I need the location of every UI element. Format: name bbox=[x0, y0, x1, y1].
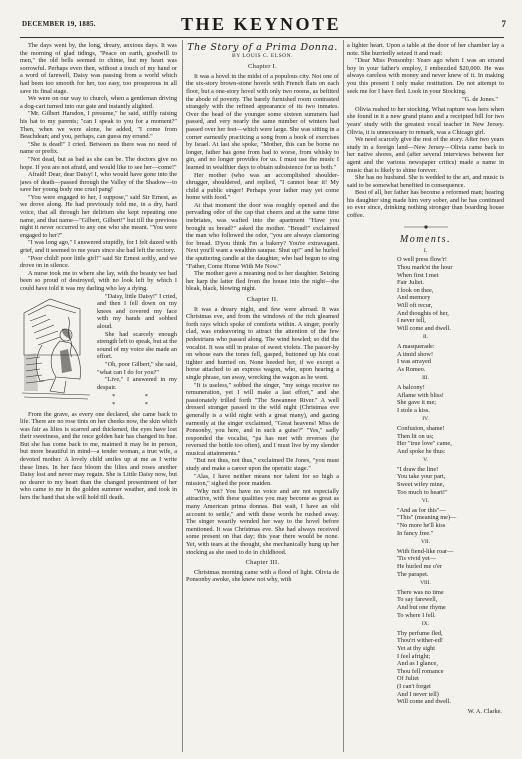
stanza bbox=[347, 466, 504, 496]
verse-line: I was arrayed bbox=[397, 358, 431, 366]
column-divider bbox=[182, 40, 183, 752]
verse-line: In fancy free." bbox=[397, 529, 434, 537]
paragraph: "Alas, I have neither means nor talent for so high a mission," sighed the poor maiden. bbox=[186, 472, 339, 488]
paragraph: Her mother (who was an accomplished shoulder-shrugger, shouldered, and replied, "I cannot bear it! My child a public singer! Perhaps your father may yet come home with food." bbox=[186, 171, 339, 202]
stanza-number: V. bbox=[423, 457, 428, 464]
poem-title: Moments. bbox=[399, 234, 452, 246]
paragraph: She had scarcely enough strength left to speak, but at the sound of my voice she made an effort. bbox=[97, 330, 177, 361]
paragraph: At that moment the door was roughly opened and the pervading odor of the cap that cheers and at the same time inebriates, was wafted into the apartment "Have you brought us bread?" asked the mother. "Bread!" exclaimed the man who followed the odor, "you are always clamoring for bread. D'you think I'm a bakery? You're extravagant. Next you'll want a wealthin sauque. Shut up!" and he hurled the sputtering candle at the daughter, who had begun to sing "Father, Come Home With Me Now." bbox=[186, 201, 339, 270]
letter-text: "Dear Miss Ponsonby: Years ago when I was an errand boy in your father's employ, I embezzled $20,000. He was always careless with money and never knew of it. In making you this present I only make restitution. Do not attempt to seek me for I have fled. Look in your Stocking. bbox=[347, 57, 504, 95]
verse-line: Will oft recur, bbox=[397, 302, 433, 309]
column-divider bbox=[343, 40, 344, 752]
paragraph: "I was long ago," I answered stupidly, for I felt dazed with grief, and it seemed to me years since she had left the rectory. bbox=[20, 239, 177, 255]
verse-line: There was no time bbox=[397, 588, 444, 596]
paragraph: "Live," I answered in my despair. bbox=[97, 376, 177, 391]
verse-line: As Romeo. bbox=[397, 365, 426, 373]
verse-line: Thou'rt wither-ed! bbox=[397, 637, 443, 645]
verse-line: To where I fell. bbox=[397, 611, 436, 619]
stanza-number: II. bbox=[422, 334, 429, 341]
stanza-number: IX. bbox=[421, 621, 430, 628]
paragraph: She has no husband. She is wedded to the art, and music is said to be somewhat benefited in consequence. bbox=[347, 174, 504, 189]
verse-line: Her "true love" came, bbox=[397, 440, 452, 448]
verse-line: "I draw the line! bbox=[397, 465, 439, 473]
stanza-number: VI. bbox=[421, 498, 430, 505]
verse-line: A timid show! bbox=[397, 350, 434, 358]
paragraph: Christmas morning came with a flood of light. Olivia de Ponsonby awoke, she knew not why, with bbox=[186, 568, 339, 584]
paragraph: It was a hovel in the midst of a populous city. Not one of the six-story brown-stone hovels with French flats on each floor, but a one-story hovel with only two rooms, as befitted the abode of poverty. The barely furnished room contrasted strangely with the refined appearance of its two inmates. Over the head of the younger some sixteen summers had passed, and very nearly the same number of winters had passed over her feet—which were large. She was sitting in a corner earnestly practicing a song from a book of exercises by Israel. At last she spoke, "Mother, this can be borne no longer, father has gone from bad to worse, from whisky to gin, and no longer provides for us. I must use the music I learned in wealthier days to obtain subsistence for us both." bbox=[186, 72, 339, 171]
paragraph: We were on our way to church, when a gentleman driving a dog-cart turned into our gate and instantly alighted. bbox=[20, 95, 177, 110]
kneeling-figure-engraving bbox=[20, 295, 92, 401]
stanza-number: IV. bbox=[422, 416, 429, 423]
stanza-number: III. bbox=[422, 375, 429, 382]
chapter-heading: Chapter II. bbox=[246, 296, 279, 303]
masthead-title: THE KEYNOTE bbox=[180, 14, 342, 34]
verse-line: A balcony! bbox=[397, 383, 425, 391]
paragraph: It was a dreary night, and few were abroad. It was Christmas eve, and from the windows of the rich gleamed forth rays which spoke of comforts within. A singer, poorly clad, was endeavoring to attract the attention of the few pedestrians who passed along. The wind howled; so did the vocalist. It was still in praise of sweet violets. The passer-by on whose ears the tones fell, gasped, buttoned up his coat tighter and hurried on. None heeded her, if we except a horse attached to an express wagon, who, upon hearing a single phrase, ran away, wrecking the wagon as he went. bbox=[186, 305, 339, 381]
verse-line: I never tell, bbox=[397, 317, 426, 325]
stanza bbox=[347, 425, 504, 455]
paragraph: The mother gave a meaning nod to her daughter. Seizing her harp the latter fled from the house into the night—the bleak, black, blowing night. bbox=[186, 270, 339, 293]
paragraph: A nurse took me to where she lay, with the beauty we had been so proud of destroyed, with no look left by which I could have told it was my darling who lay a dying. bbox=[20, 269, 177, 292]
paragraph: Best of all, her father has become a reformed man; hearing his daughter sing made him very sober, and he has continued so ever since, drinking nothing stronger than boarding house coffee. bbox=[347, 189, 504, 220]
verse-line: And I never tell) bbox=[397, 690, 439, 698]
stanza bbox=[347, 256, 504, 332]
letter-signature: "G. de Jones." bbox=[462, 96, 498, 104]
verse-line: And thoughts of her, bbox=[397, 309, 449, 317]
verse-line: A masquerade: bbox=[397, 342, 435, 350]
divider-ornament-icon bbox=[404, 224, 448, 230]
verse-line: Of Juliet bbox=[397, 675, 419, 683]
engraving-illustration bbox=[20, 295, 92, 401]
paragraph: Afraid! Dear, dear Daisy! I, who would have gone into the jaws of death—passed through the Valley of the Shadow—to save her young body one cruel pang! bbox=[20, 171, 177, 194]
poem-body bbox=[347, 248, 504, 706]
stanza bbox=[347, 343, 504, 373]
story-title: The Story of a Prima Donna. bbox=[187, 42, 338, 53]
verse-line: Thou fell romance bbox=[397, 667, 444, 675]
verse-line: Then lit on us; bbox=[397, 432, 434, 440]
verse-line: Yet at thy sight bbox=[397, 644, 436, 652]
verse-line: Too much to heart!" bbox=[397, 488, 448, 496]
verse-line: I look on thee, bbox=[397, 286, 434, 294]
issue-date: DECEMBER 19, 1885. bbox=[22, 20, 96, 28]
ornamental-divider bbox=[347, 224, 504, 234]
verse-line: Aflame with bliss! bbox=[397, 391, 444, 399]
chapter-heading: Chapter III. bbox=[245, 559, 280, 567]
paragraph: Olivia rushed to her stocking. What rapture was hers when she found in it a new grand piano and a receipted bill for two years' study with the greatest vocal teacher in New Jersey. Olivia, it is unnecessary to remark, was a Chicago girl. bbox=[347, 105, 504, 136]
verse-line: When first I met bbox=[397, 271, 439, 279]
verse-line: O well press flow'r! bbox=[397, 256, 447, 264]
verse-line: She gave it me; bbox=[397, 399, 436, 407]
story-byline: BY LOUIS C. ELSON. bbox=[232, 52, 293, 59]
verse-line: 'Tis vivid yet— bbox=[397, 555, 437, 563]
verse-line: Confusion, shame! bbox=[397, 424, 445, 432]
verse-line: And memory bbox=[397, 294, 431, 302]
paragraph: "But not thus, not thus," exclaimed De Jones, "you must study and make a career upon the operatic stage." bbox=[186, 457, 339, 473]
verse-line: Thy perfume fled, bbox=[397, 629, 443, 637]
column-2-prima-donna bbox=[186, 42, 339, 754]
verse-line: Sweet wifey mine, bbox=[397, 481, 445, 489]
paragraph: "Daisy, little Daisy!" I cried, and then I fell down on my knees and covered my face with my hands and sobbed aloud. bbox=[97, 292, 177, 330]
paragraph: "Why not? You have no voice and are not especially attractive, with these qualities you may become as great as many American prima donnas. But wait, I have an old account to settle," and with these words he rushed away. The singer wearily wended her way to the hovel before mentioned. It was Christmas eve. She had always received some present on that day; this year there would be none. Yet, with tears at the thought, she mechanically hung up her stocking as she used to do in childhood. bbox=[186, 487, 339, 556]
poem-signature: W. A. Clarke. bbox=[467, 707, 502, 715]
verse-line: "And as for this"— bbox=[397, 506, 446, 514]
verse-line: I stole a kiss. bbox=[397, 406, 430, 414]
section-break-stars: * * * * bbox=[112, 393, 162, 408]
paragraph: The days went by, the long, dreary, anxious days. It was the morning of glad tidings, "Peace on earth, goodwill to men," the old bells seemed to chime, but my heart was sorrowful. Perhaps even then, without a touch of my hand or a word of farewell, Daisy was passing from a world which had been too smooth for her, too easy, too prosperous in all save its final stage. bbox=[20, 42, 177, 95]
verse-line: To say farewell, bbox=[397, 596, 438, 604]
page-number: 7 bbox=[501, 19, 506, 29]
verse-line: Fair Juliet. bbox=[397, 279, 424, 287]
paragraph: "Poor child! poor little girl!" said Sir Ernest softly, and we drove on in silence. bbox=[20, 254, 177, 270]
verse-line: You take your part, bbox=[397, 473, 446, 481]
stanza-number: VIII. bbox=[420, 580, 431, 587]
verse-line: He hurled me o'er bbox=[397, 563, 443, 570]
verse-line: Thou mark'st the hour bbox=[397, 264, 453, 272]
paragraph: "Not dead, but as bad as she can be. The doctors give no hope. If you are not afraid, and would like to see her—come!" bbox=[20, 155, 177, 171]
verse-line: And spoke he thus: bbox=[397, 447, 446, 455]
paragraph: From the grave, as every one declared, she came back to life. There are no rose tints on her cheeks now, the skin which was fair as lilies is scarred and thickened, the eyes have lost their sweetness, and the once golden hair has changed its hue. But she has come back to me, maimed it may be in person, but more beautiful in mind—a tender woman, a true wife, a devoted mother. A lovely child smiles up at me as I write these lines. In her face bloom the lilies and roses another Daisy lost and never may regain. She is Little Daisy now, but no dearer to my heart than the changed presentment of her who came to me in the golden summer weather, and took in hers the hand that she will hold till death. bbox=[20, 410, 177, 502]
chapter-heading: Chapter I. bbox=[248, 63, 277, 71]
stanza bbox=[347, 507, 504, 537]
verse-line: "This" (meaning me)— bbox=[397, 514, 457, 522]
stanza bbox=[347, 548, 504, 578]
verse-line: I feel afright; bbox=[397, 652, 431, 660]
stanza-number: VII. bbox=[420, 539, 430, 546]
verse-line: Will come and dwell. bbox=[397, 324, 451, 332]
verse-line: And but one rhyme bbox=[397, 603, 446, 611]
paragraph: "Oh, poor Gilbert," she said, "what can I do for you?" bbox=[97, 360, 177, 376]
stanza-number: I. bbox=[423, 247, 428, 254]
stanza bbox=[347, 384, 504, 414]
paragraph: We need scarcely give the rest of the story. After two years study in a foreign land—New Jersey—Olivia came back to her native shores, and (after several interviews between her agent and the various newspaper critics) made a name in music that is likely to shine forever. bbox=[347, 136, 504, 174]
verse-line: The parapet. bbox=[397, 570, 429, 578]
header-rule bbox=[20, 37, 504, 38]
column-3-story-and-poem bbox=[347, 42, 504, 754]
paragraph: a lighter heart. Upon a table at the door of her chamber lay a note. She hurriedly seized it and read: bbox=[347, 42, 504, 57]
paragraph: "It is useless," sobbed the singer, "my songs receive no remuneration, yet I will make a last effort," and she passionately trilled forth "The Suwannee River." A well dressed stranger passed in the wild night (Christmas eve generally is a wild night with a great many), and gazing earnestly at the singer exclaimed, "Great heavens! Miss de Ponsonby, you here, and in such a guise?" "Yes," sadly responded the vocalist, "pa has met with reverses (he reversed the bottle too often), and I must live by my slender musical attainments." bbox=[186, 381, 339, 457]
verse-line: With fiend-like roar— bbox=[397, 547, 454, 555]
verse-line: Will come and dwell. bbox=[397, 698, 451, 706]
verse-line: (I can't forget bbox=[397, 682, 431, 690]
paragraph: "Mr. Gilbert Harsdon, I presume," he said, stiffly raising his hat to my parents; "can I speak to you for a moment?" Then, when we were alone, he added, "I come from Beachdean; and you, perhaps, can guess my errand." bbox=[20, 110, 177, 141]
paragraph: "You were engaged to her, I suppose," said Sir Ernest, as we drove along. He had previously told me, in a dry, hard voice, that all through her delirium she kept repeating one name, and that name—"Gilbert, Gilbert!" but till the previous night it never occurred to any one who she meant. "You were engaged to her?" bbox=[20, 193, 177, 239]
stanza bbox=[347, 630, 504, 706]
column-1-story-ending bbox=[20, 42, 177, 754]
verse-line: And as I glance, bbox=[397, 660, 438, 668]
paragraph: "She is dead!" I cried. Between us there was no need of name or prefix. bbox=[20, 140, 177, 156]
verse-line: "No more he'll kiss bbox=[397, 522, 446, 530]
stanza bbox=[347, 589, 504, 619]
